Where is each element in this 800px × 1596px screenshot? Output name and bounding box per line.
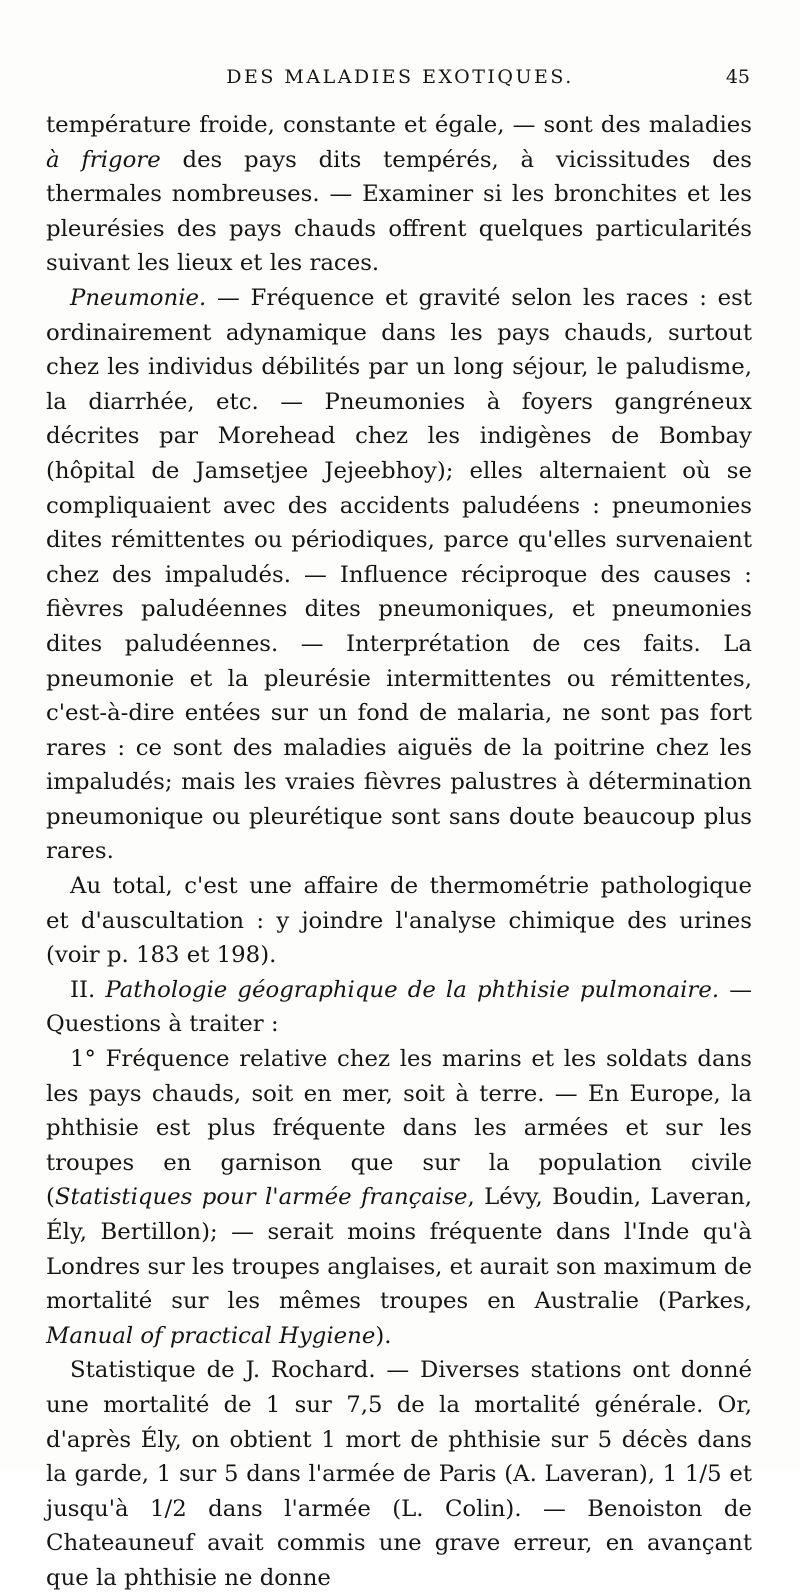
paragraph-continuation bbox=[46, 108, 752, 281]
body-text bbox=[46, 108, 752, 1596]
text-run: Statistique de J. Rochard. — Diverses stations ont donné une mortalité de 1 sur 7,5 de la mortalité générale. Or, d'après Ély, on obtient 1 mort de phthisie sur 5 décès dans la garde, 1 sur 5 dans l'armée de Paris (A. Laveran), 1 1/5 et jusqu'à 1/2 dans l'armée (L. Colin). — Benoiston de Chateauneuf avait commis une grave erreur, en avançant que la phthisie ne donne bbox=[46, 1357, 752, 1591]
section-heading-phthisie bbox=[46, 973, 752, 1042]
italic-run: à frigore bbox=[46, 146, 161, 173]
text-run: — Fréquence et gravité selon les races : est ordinairement adynamique dans les pays chauds, surtout chez les individus débilités par un long séjour, le paludisme, la diarrhée, etc. — Pneumonies à foyers gangréneux décrites par Morehead chez les indigènes de Bombay (hôpital de Jamsetjee Jejeebhoy); elles alternaient où se compliquaient avec des accidents paludéens : pneumonies dites rémittentes ou périodiques, parce qu'elles survenaient chez des impaludés. — Influence réciproque des causes : fièvres paludéennes dites pneumoniques, et pneumonies dites paludéennes. — Interprétation de ces faits. La pneumonie et la pleurésie intermittentes ou rémittentes, c'est-à-dire entées sur un fond de malaria, ne sont pas fort rares : ce sont des maladies aiguës de la poitrine chez les impaludés; mais les vraies fièvres palustres à détermination pneumonique ou pleurétique sont sans doute beaucoup plus rares. bbox=[46, 284, 752, 865]
paragraph-au-total bbox=[46, 869, 752, 973]
italic-run: Manual of practical Hygiene bbox=[46, 1322, 376, 1349]
page-number: 45 bbox=[725, 66, 750, 88]
text-run: , Lévy, Boudin, Laveran, Ély, Bertillon); — serait moins fréquente dans l'Inde qu'à Londres sur les troupes anglaises, et aurait son maximum de mortalité sur les mêmes troupes en Australie (Parkes, bbox=[46, 1184, 752, 1315]
italic-run: Pathologie géographique de la phthisie pulmonaire. bbox=[105, 976, 720, 1003]
text-run: 1° Fréquence relative chez les marins et les soldats dans les pays chauds, soit en mer, soit à terre. — En Europe, la phthisie est plus fréquente dans les armées et sur les troupes en garnison que sur la population civile ( bbox=[46, 1046, 752, 1211]
paragraph-frequence bbox=[46, 1042, 752, 1353]
italic-run: Pneumonie. bbox=[70, 284, 207, 311]
paragraph-pneumonie bbox=[46, 281, 752, 869]
paragraph-statistique bbox=[46, 1353, 752, 1595]
running-head: DES MALADIES EXOTIQUES. bbox=[226, 66, 574, 88]
text-run: — Questions à traiter : bbox=[46, 976, 752, 1038]
italic-run: Statistiques pour l'armée française bbox=[54, 1184, 468, 1211]
page-header bbox=[46, 66, 754, 96]
text-run: température froide, constante et égale, — sont des maladies bbox=[46, 112, 752, 138]
text-run: Au total, c'est une affaire de thermométrie pathologique et d'auscultation : y joindre l'analyse chimique des urines (voir p. 183 et 198). bbox=[46, 873, 752, 969]
text-run: ). bbox=[375, 1322, 392, 1349]
text-run: II. bbox=[70, 976, 106, 1003]
text-run: des pays dits tempérés, à vicissitudes des thermales nombreuses. — Examiner si les bronchites et les pleurésies des pays chauds offrent quelques particularités suivant les lieux et les races. bbox=[46, 146, 753, 277]
